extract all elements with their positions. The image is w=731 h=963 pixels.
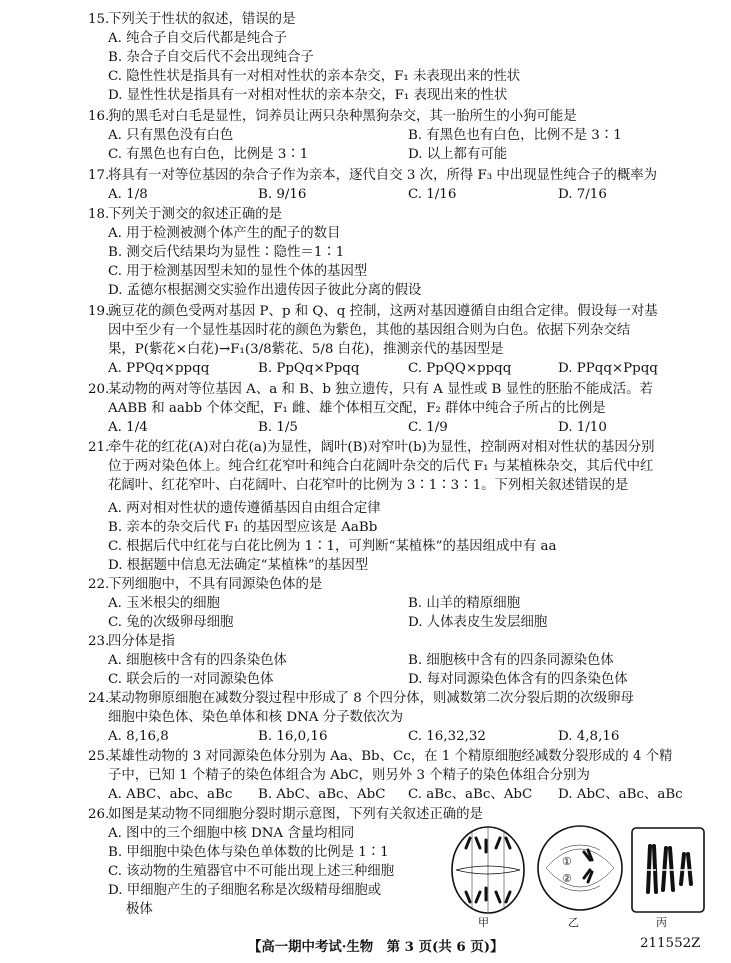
mark-2: ② xyxy=(562,872,572,885)
question-number: 18. xyxy=(88,207,110,222)
question-stem-continued: 子中，已知 1 个精子的染色体组合为 AbC，则另外 3 个精子的染色体组合分别为 xyxy=(108,768,590,783)
question-stem: 狗的黑毛对白毛是显性，饲养员让两只杂种黑狗杂交，其一胎所生的小狗可能是 xyxy=(108,109,577,124)
question-stem: 下列关于测交的叙述正确的是 xyxy=(108,207,283,222)
option-b: B. AbC、aBc、AbC xyxy=(258,787,386,802)
question-stem: 牵牛花的红花(A)对白花(a)为显性，阔叶(B)对窄叶(b)为显性，控制两对相对性状的基因分别 xyxy=(108,440,655,455)
option-c: C. 隐性性状是指具有一对相对性状的亲本杂交，F₁ 未表现出来的性状 xyxy=(108,69,521,84)
question-stem: 下列关于性状的叙述，错误的是 xyxy=(108,12,296,27)
question-number: 24. xyxy=(88,691,110,706)
question-19 xyxy=(88,302,708,378)
option-d-continued: 极体 xyxy=(126,902,153,917)
option-d: D. 根据题中信息无法确定“某植株”的基因型 xyxy=(108,558,369,573)
option-a: A. 细胞核中含有的四条染色体 xyxy=(108,653,287,668)
option-c: C. 1/9 xyxy=(408,420,448,435)
option-d: D. 7/16 xyxy=(558,187,607,202)
option-b: B. 山羊的精原细胞 xyxy=(408,596,521,611)
question-stem-continued: AABB 和 aabb 个体交配，F₁ 雌、雄个体相互交配，F₂ 群体中纯合子所占的比例是 xyxy=(108,401,606,416)
option-b: B. PpQq×Ppqq xyxy=(258,361,360,376)
question-22 xyxy=(88,575,708,632)
question-number: 25. xyxy=(88,749,110,764)
question-stem: 下列细胞中，不具有同源染色体的是 xyxy=(108,577,323,592)
option-a: A. 只有黑色没有白色 xyxy=(108,128,234,143)
question-number: 17. xyxy=(88,168,110,183)
question-stem: 豌豆花的颜色受两对基因 P、p 和 Q、q 控制，这两对基因遵循自由组合定律。假设每一对基 xyxy=(108,304,658,319)
question-number: 19. xyxy=(88,304,110,319)
mark-1: ① xyxy=(562,855,572,868)
option-a: A. PPQq×ppqq xyxy=(108,361,210,376)
label-bing: 丙 xyxy=(656,916,667,929)
question-23 xyxy=(88,632,708,689)
question-number: 22. xyxy=(88,577,110,592)
option-d: D. 显性性状是指具有一对相对性状的亲本杂交，F₁ 表现出来的性状 xyxy=(108,88,508,103)
question-21 xyxy=(88,438,708,575)
option-d: D. 人体表皮生发层细胞 xyxy=(408,615,548,630)
question-17 xyxy=(88,166,708,204)
option-d: D. 1/10 xyxy=(558,420,607,435)
option-a: A. 用于检测被测个体产生的配子的数目 xyxy=(108,226,341,241)
option-b: B. 亲本的杂交后代 F₁ 的基因型应该是 AaBb xyxy=(108,520,378,535)
question-stem: 四分体是指 xyxy=(108,634,175,649)
question-16 xyxy=(88,107,708,164)
option-b: B. 有黑色也有白色，比例不是 3∶1 xyxy=(408,128,622,143)
footer-code: 211552Z xyxy=(640,936,701,951)
question-stem-continued: 细胞中染色体、染色单体和核 DNA 分子数依次为 xyxy=(108,710,404,725)
option-a: A. 8,16,8 xyxy=(108,729,169,744)
option-c: C. 16,32,32 xyxy=(408,729,486,744)
question-18 xyxy=(88,205,708,300)
question-24 xyxy=(88,689,708,746)
option-a: A. ABC、abc、aBc xyxy=(108,787,233,802)
question-stem: 某雄性动物的 3 对同源染色体分别为 Aa、Bb、Cc，在 1 个精原细胞经减数分裂形成的 4 个精 xyxy=(108,749,673,764)
question-number: 26. xyxy=(88,807,110,822)
option-d: D. 4,8,16 xyxy=(558,729,620,744)
option-b: B. 9/16 xyxy=(258,187,307,202)
option-a: A. 玉米根尖的细胞 xyxy=(108,596,220,611)
label-yi: 乙 xyxy=(568,916,579,929)
option-d: D. 每对同源染色体含有的四条染色体 xyxy=(408,672,628,687)
option-c: C. PpQQ×ppqq xyxy=(408,361,512,376)
question-stem-continued: 花阔叶、红花窄叶、白花阔叶、白花窄叶的比例为 3∶1∶3∶1。下列相关叙述错误的是 xyxy=(108,478,629,493)
question-number: 23. xyxy=(88,634,110,649)
question-number: 15. xyxy=(88,12,110,27)
option-d: D. AbC、aBc、aBc xyxy=(558,787,683,802)
question-stem: 某动物卵原细胞在减数分裂过程中形成了 8 个四分体，则减数第二次分裂后期的次级卵母 xyxy=(108,691,634,706)
option-a: A. 两对相对性状的遗传遵循基因自由组合定律 xyxy=(108,501,381,516)
cell-bing xyxy=(632,828,704,912)
option-c: C. 用于检测基因型未知的显性个体的基因型 xyxy=(108,264,368,279)
question-stem: 将具有一对等位基因的杂合子作为亲本，逐代自交 3 次，所得 F₃ 中出现显性纯合子的概率为 xyxy=(108,168,658,183)
cell-yi xyxy=(538,826,622,910)
option-d: D. 甲细胞产生的子细胞名称是次级精母细胞或 xyxy=(108,883,382,898)
option-a: A. 图中的三个细胞中核 DNA 含量均相同 xyxy=(108,826,355,841)
question-stem-continued: 因中至少有一个显性基因时花的颜色为紫色，其他的基因组合则为白色。依据下列杂交结 xyxy=(108,323,631,338)
option-c: C. 根据后代中红花与白花比例为 1∶1，可判断“某植株”的基因组成中有 aa xyxy=(108,539,557,554)
question-25 xyxy=(88,747,708,804)
option-d: D. 以上都有可能 xyxy=(408,147,508,162)
question-number: 16. xyxy=(88,109,110,124)
option-c: C. 有黑色也有白色，比例是 3∶1 xyxy=(108,147,309,162)
question-number: 21. xyxy=(88,440,110,455)
footer-title: 【高一期中考试·生物 第 3 页(共 6 页)】 xyxy=(248,939,504,955)
option-b: B. 1/5 xyxy=(258,420,298,435)
option-a: A. 纯合子自交后代都是纯合子 xyxy=(108,31,287,46)
option-d: D. PPqq×Ppqq xyxy=(558,361,658,376)
option-b: B. 16,0,16 xyxy=(258,729,328,744)
cell-division-figure xyxy=(448,822,710,930)
question-15 xyxy=(88,10,708,105)
question-stem-continued: 位于两对染色体上。纯合红花窄叶和纯合白花阔叶杂交的后代 F₁ 与某植株杂交，其后代中红 xyxy=(108,459,654,474)
question-stem: 某动物的两对等位基因 A、a 和 B、b 独立遗传，只有 A 显性或 B 显性的胚胎不能成活。若 xyxy=(108,382,653,397)
cell-jia xyxy=(452,827,524,913)
option-c: C. 联会后的一对同源染色体 xyxy=(108,672,274,687)
option-b: B. 杂合子自交后代不会出现纯合子 xyxy=(108,50,314,65)
option-b: B. 甲细胞中染色体与染色单体数的比例是 1∶1 xyxy=(108,845,389,860)
option-a: A. 1/8 xyxy=(108,187,148,202)
option-c: C. 1/16 xyxy=(408,187,457,202)
option-a: A. 1/4 xyxy=(108,420,148,435)
question-stem-continued: 果，P(紫花×白花)→F₁(3/8紫花、5/8 白花)，推测亲代的基因型是 xyxy=(108,342,504,357)
option-c: C. 兔的次级卵母细胞 xyxy=(108,615,234,630)
question-number: 20. xyxy=(88,382,110,397)
option-b: B. 细胞核中含有的四条同源染色体 xyxy=(408,653,614,668)
question-stem: 如图是某动物不同细胞分裂时期示意图，下列有关叙述正确的是 xyxy=(108,807,483,822)
question-20 xyxy=(88,380,708,437)
label-jia: 甲 xyxy=(478,916,489,929)
option-c: C. 该动物的生殖器官中不可能出现上述三种细胞 xyxy=(108,864,395,879)
option-d: D. 孟德尔根据测交实验作出遗传因子彼此分离的假设 xyxy=(108,283,422,298)
option-c: C. aBc、aBc、AbC xyxy=(408,787,533,802)
option-b: B. 测交后代结果均为显性∶隐性＝1∶1 xyxy=(108,245,345,260)
